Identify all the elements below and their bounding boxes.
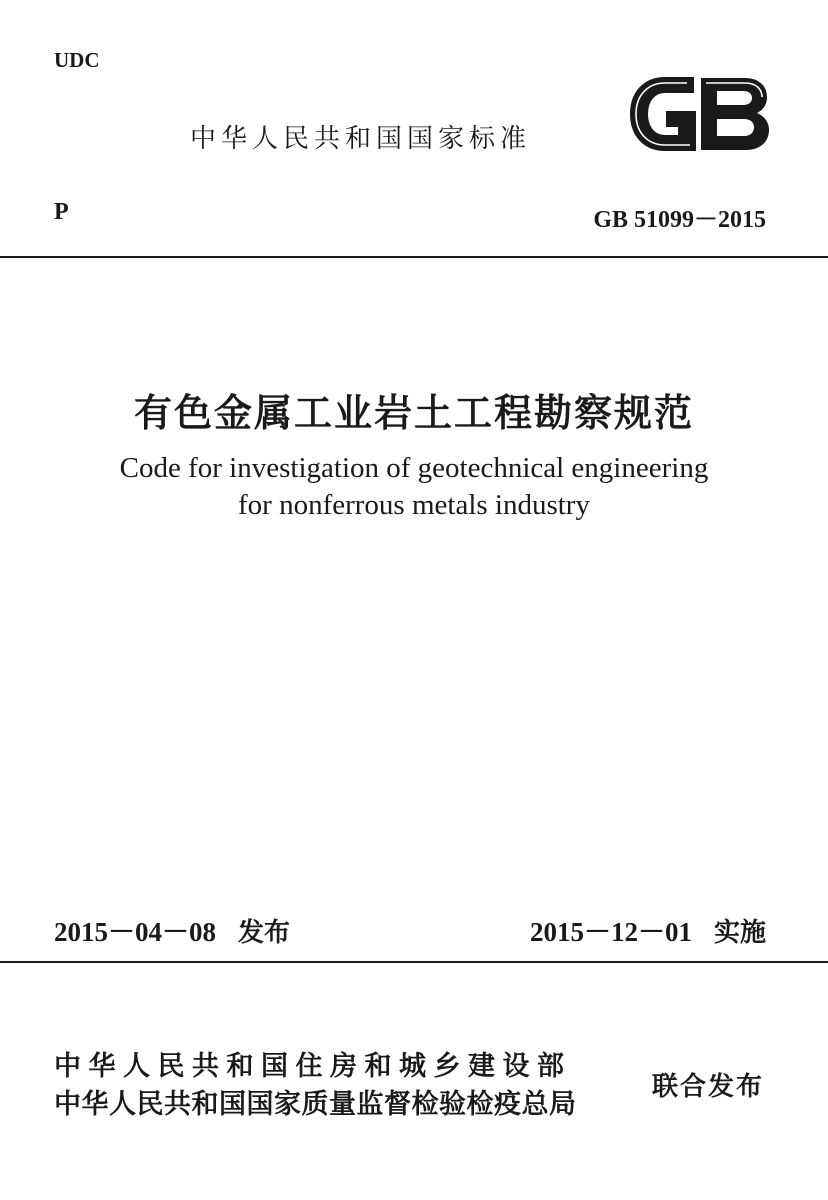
issuer-aqsiq: 中华人民共和国国家质量监督检验检疫总局 [54, 1089, 577, 1120]
title-english-line1: Code for investigation of geotechnical engineering [119, 452, 709, 484]
title-chinese: 有色金属工业岩土工程勘察规范 [133, 390, 694, 435]
standard-number: GB 51099－2015 [593, 207, 766, 233]
implementation-date: 2015－12－01 [529, 917, 692, 947]
issue-date: 2015－04－08 [54, 917, 216, 947]
issue-label: 发布 [238, 918, 291, 948]
bottom-divider [0, 961, 828, 963]
issue-date-block [54, 910, 290, 949]
title-english-line2: for nonferrous metals industry [238, 489, 590, 521]
national-standard-heading: 中华人民共和国国家标准 [190, 124, 532, 154]
joint-issue-label: 联合发布 [652, 1072, 765, 1102]
top-divider [0, 256, 828, 258]
implementation-date-block [530, 910, 766, 949]
gb-logo [625, 72, 773, 156]
issuer-ministry-housing: 中华人民共和国住房和城乡建设部 [54, 1051, 572, 1082]
category-code: P [54, 199, 69, 225]
udc-label: UDC [54, 48, 100, 72]
implementation-label: 实施 [713, 918, 766, 948]
